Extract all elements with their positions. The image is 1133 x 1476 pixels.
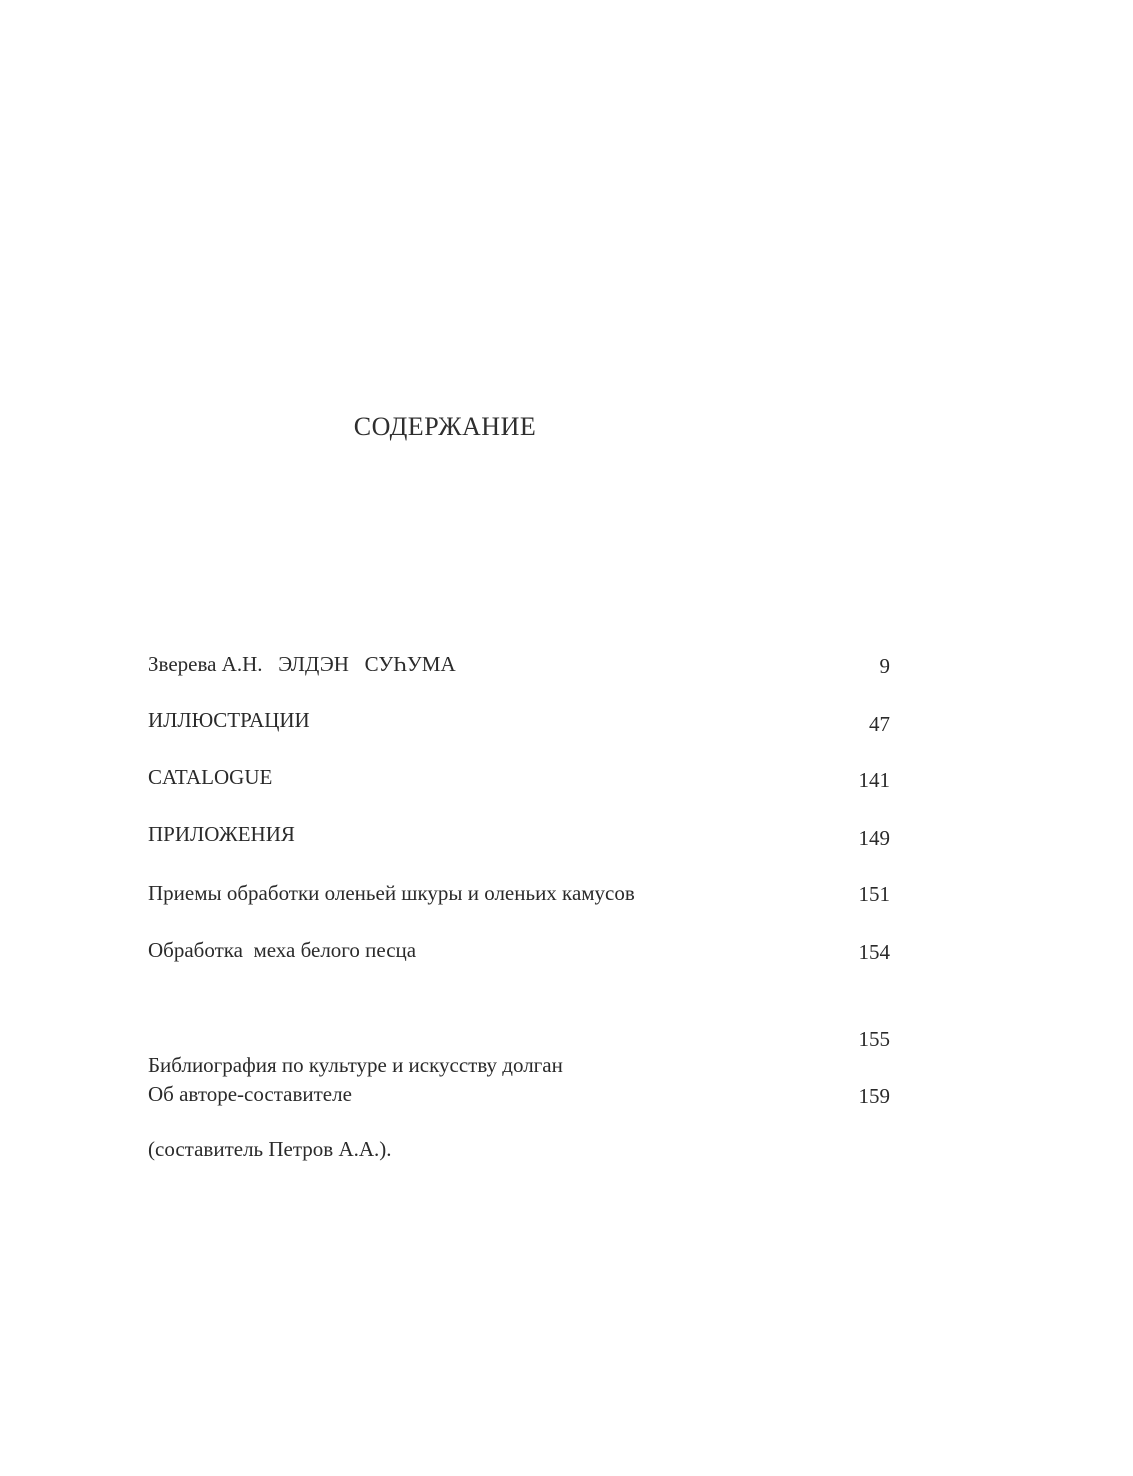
toc-entry-page-number: 141 (858, 768, 890, 792)
toc-entry-title-line: Библиография по культуре и искусству долган (148, 1053, 563, 1077)
toc-entry-page-number: 47 (869, 712, 890, 736)
toc-entry-title: Зверева А.Н. ЭЛДЭН СУҺУМА (148, 652, 456, 676)
page-title: СОДЕРЖАНИЕ (353, 412, 537, 441)
toc-entry-page-number: 151 (858, 882, 890, 906)
toc-entry-page-number: 159 (858, 1084, 890, 1108)
toc-entry-page-number: 154 (858, 940, 890, 964)
toc-entry-page-number: 149 (858, 826, 890, 850)
toc-entry-title: CATALOGUE (148, 765, 273, 789)
toc-entry-title: Об авторе-составителе (148, 1082, 352, 1106)
toc-entry-title: Приемы обработки оленьей шкуры и оленьих камусов (148, 881, 635, 905)
toc-entry-page-number: 155 (858, 1027, 890, 1051)
toc-entry-title-line: (составитель Петров А.А.). (148, 1137, 392, 1161)
toc-entry-title: ИЛЛЮСТРАЦИИ (148, 708, 310, 732)
toc-entry-page-number: 9 (879, 654, 890, 678)
toc-entry-title: ПРИЛОЖЕНИЯ (148, 822, 295, 846)
toc-entry-title: Обработка меха белого песца (148, 938, 417, 962)
